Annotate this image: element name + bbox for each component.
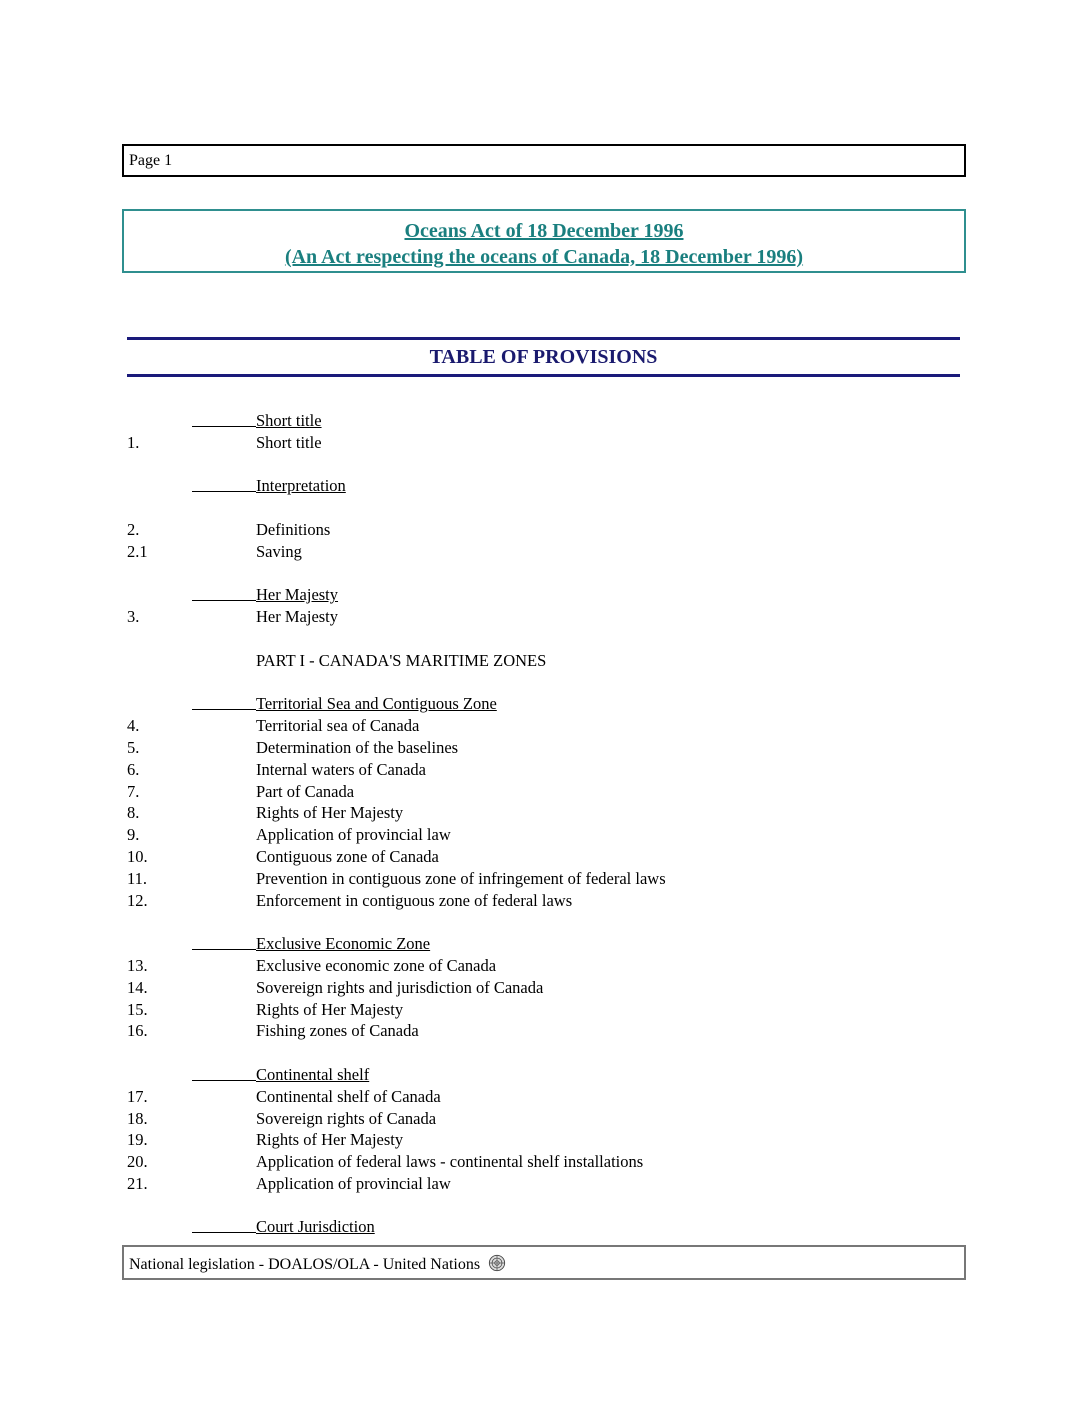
toc-entry-number: 19.	[127, 1130, 148, 1150]
toc-entry-text: Territorial Sea and Contiguous Zone	[256, 694, 497, 714]
toc-entry-text: Application of provincial law	[256, 1173, 451, 1193]
toc-entry-number: 6.	[127, 759, 140, 779]
toc-entry-text: Exclusive economic zone of Canada	[256, 955, 497, 975]
toc-entry-number: 4.	[127, 716, 140, 736]
heading-rule-top	[127, 337, 960, 340]
toc-entry	[127, 955, 957, 977]
toc-entry-text: Short title	[256, 411, 322, 430]
toc-entry-number: 8.	[127, 803, 140, 823]
toc-entry	[127, 541, 957, 563]
toc-entry-number: 21.	[127, 1173, 148, 1193]
toc-spacer	[127, 672, 957, 694]
toc-entry-number: 1.	[127, 432, 140, 452]
toc-entry	[127, 846, 957, 868]
page-number-box	[122, 144, 966, 177]
toc-entry	[127, 824, 957, 846]
toc-spacer	[127, 911, 957, 933]
section-leader-line	[192, 491, 256, 492]
toc-entry	[127, 999, 957, 1021]
toc-section-heading	[127, 933, 957, 955]
toc-entry-text: Her Majesty	[256, 585, 339, 605]
section-leader-line	[192, 709, 256, 710]
toc-spacer	[127, 497, 957, 519]
page-number: Page 1	[129, 152, 173, 169]
toc-entry-text: Fishing zones of Canada	[256, 1021, 419, 1041]
toc-entry-number: 7.	[127, 781, 140, 801]
toc-entry	[127, 1151, 957, 1173]
toc-entry	[127, 737, 957, 759]
toc-entry-number: 13.	[127, 955, 148, 975]
toc-entry-text: PART I - CANADA'S MARITIME ZONES	[256, 650, 547, 670]
toc-entry-number: 2.1	[127, 541, 148, 561]
section-leader-line	[192, 949, 256, 950]
toc-entry	[127, 781, 957, 803]
toc-entry	[127, 1129, 957, 1151]
toc-entry-text: Sovereign rights of Canada	[256, 1108, 437, 1128]
toc-entry-number: 11.	[127, 868, 148, 888]
toc-entry-text: Her Majesty	[256, 607, 339, 627]
toc-entry-text: Sovereign rights and jurisdiction of Canada	[256, 977, 544, 997]
toc-section-heading	[127, 1216, 957, 1238]
toc-part-heading	[127, 650, 957, 672]
section-leader-line	[192, 426, 256, 427]
toc-entry-text: Continental shelf	[256, 1064, 370, 1084]
toc-entry-text: Rights of Her Majesty	[256, 1130, 404, 1150]
toc-entry	[127, 715, 957, 737]
toc-entry	[127, 868, 957, 890]
toc-entry	[127, 1108, 957, 1130]
table-of-provisions	[127, 410, 957, 1238]
toc-entry	[127, 432, 957, 454]
toc-entry-text: Continental shelf of Canada	[256, 1086, 441, 1106]
document-title-box	[122, 209, 966, 273]
section-leader-line	[192, 600, 256, 601]
toc-spacer	[127, 1042, 957, 1064]
toc-entry-number: 2.	[127, 519, 140, 539]
section-leader-line	[192, 1080, 256, 1081]
toc-entry-number: 14.	[127, 977, 148, 997]
toc-spacer	[127, 563, 957, 585]
heading-rule-bottom	[127, 374, 960, 377]
toc-entry-number: 10.	[127, 846, 148, 866]
toc-section-heading	[127, 475, 957, 497]
toc-entry-text: Court Jurisdiction	[256, 1217, 375, 1237]
document-subtitle[interactable]: (An Act respecting the oceans of Canada, 18 December 1996)	[284, 246, 804, 268]
toc-entry-number: 9.	[127, 825, 140, 845]
toc-entry-number: 5.	[127, 737, 140, 757]
toc-entry	[127, 890, 957, 912]
toc-entry-number: 18.	[127, 1108, 148, 1128]
toc-heading: TABLE OF PROVISIONS	[429, 346, 658, 368]
toc-entry-number: 20.	[127, 1152, 148, 1172]
toc-entry-text: Rights of Her Majesty	[256, 803, 404, 823]
toc-entry-text: Prevention in contiguous zone of infringement of federal laws	[256, 868, 666, 888]
document-title[interactable]: Oceans Act of 18 December 1996	[404, 220, 684, 242]
toc-section-heading	[127, 693, 957, 715]
toc-entry-text: Territorial sea of Canada	[256, 716, 420, 736]
toc-entry-number: 15.	[127, 999, 148, 1019]
toc-entry-text: Definitions	[256, 519, 331, 539]
toc-entry	[127, 1020, 957, 1042]
toc-entry-number: 12.	[127, 890, 148, 910]
toc-entry	[127, 802, 957, 824]
footer-text: National legislation - DOALOS/OLA - United Nations	[129, 1256, 481, 1273]
toc-spacer	[127, 454, 957, 476]
toc-entry-text: Contiguous zone of Canada	[256, 846, 439, 866]
toc-entry-text: Short title	[256, 432, 322, 452]
toc-entry	[127, 519, 957, 541]
toc-entry	[127, 759, 957, 781]
toc-entry-number: 17.	[127, 1086, 148, 1106]
footer	[122, 1245, 966, 1280]
toc-entry-text: Determination of the baselines	[256, 737, 459, 757]
toc-entry-text: Application of federal laws - continental shelf installations	[256, 1152, 644, 1172]
footer-text-wrap	[129, 1254, 506, 1274]
toc-entry	[127, 1086, 957, 1108]
toc-entry	[127, 1173, 957, 1195]
toc-section-heading	[127, 584, 957, 606]
toc-entry-text: Exclusive Economic Zone	[256, 934, 431, 954]
toc-spacer	[127, 1195, 957, 1217]
toc-entry-number: 3.	[127, 607, 140, 627]
toc-spacer	[127, 628, 957, 650]
toc-entry-text: Application of provincial law	[256, 825, 451, 845]
un-emblem-icon	[488, 1254, 506, 1272]
toc-entry-text: Rights of Her Majesty	[256, 999, 404, 1019]
toc-entry-text: Part of Canada	[256, 781, 355, 801]
toc-entry-text: Internal waters of Canada	[256, 759, 426, 779]
toc-entry-text: Enforcement in contiguous zone of federal laws	[256, 890, 573, 910]
toc-entry	[127, 977, 957, 999]
section-leader-line	[192, 1232, 256, 1233]
toc-entry-text: Saving	[256, 541, 302, 561]
toc-section-heading	[127, 1064, 957, 1086]
toc-section-heading	[127, 410, 957, 432]
toc-entry-number: 16.	[127, 1021, 148, 1041]
toc-entry	[127, 606, 957, 628]
toc-entry-text: Interpretation	[256, 476, 346, 496]
